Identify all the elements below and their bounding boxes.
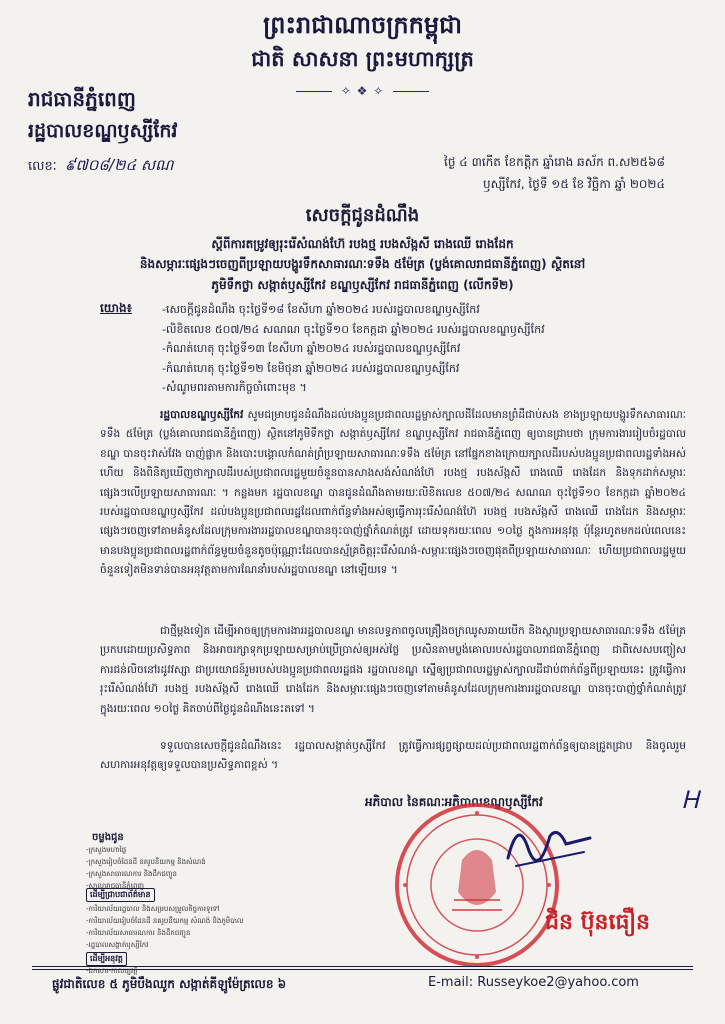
body-paragraph-3: ទទួលបានសេចក្តីជូនដំណឹងនេះ រដ្ឋបាលសង្កាត់ឫស្សីកែវ ត្រូវធ្វើការផ្សព្វផ្សាយដល់ប្រជាពលរដ្ឋពាក់ព័ន្ធឲ្យបានជ្រួតជ្រាប និងចូលរួមសហការអនុវត្តឲ្យទទួលបានប្រសិទ្ធភាពខ្ពស់ ។ — [100, 740, 686, 772]
reference-item: -លិខិតលេខ ៥០៧/២៤ សណណ ចុះថ្ងៃទី១០ ខែកក្កដា ឆ្នាំ២០២៤ របស់រដ្ឋបាលខណ្ឌឫស្សីកែវ — [162, 322, 545, 336]
cc-title: ចម្លងជូន — [92, 832, 124, 843]
body-paragraph-2: ជាថ្មីម្តងទៀត ដើម្បីអាចឲ្យក្រុមការងាររដ្ឋបាលខណ្ឌ មានលទ្ធភាពចូលគ្រឿងចក្រឈូសឆាយបើក និងស្តារប្រឡាយសាធារណៈទទឹង ៥ម៉ែត្រ ប្រកបដោយប្រសិទ្ធភាព និងអាចរក្សាទុកប្រឡាយសម្រាប់ប្រើប្រាស់ឲ្យអស់ថ្លៃ ប្រសិនតាមប្លង់គោលរបស់រដ្ឋបាលរាជធានីភ្នំពេញ ជាពិសេសបញ្ចៀសការជន់លិចនៅរដូវវស្សា ជាប្រយោជន៍រួមរបស់បងប្អូនប្រជាពលរដ្ឋផង រដ្ឋបាលខណ្ឌ ស្នើឲ្យប្រជាពលរដ្ឋម្ចាស់ក្បាលដីជាប់ពាក់ព័ន្ធពីប្រឡាយនេះ ត្រូវធ្វើការរុះរើសំណង់ហ៊ែ របងថ្ម របងស័ង្កសី រោងឈើ រោងដែក និងសម្ភារៈផ្សេងៗចេញទៅតាមគំនូសដែលក្រុមការងាររដ្ឋបាលខណ្ឌ បានចុះបាញ់ថ្នាំកំណត់ត្រូវ ក្នុងរយៈពេល ១០ថ្ងៃ គិតចាប់ពីថ្ងៃជូនដំណឹងនេះតទៅ ។ — [100, 625, 686, 715]
paragraph-lead: រដ្ឋបាលខណ្ឌឫស្សីកែវ — [160, 409, 244, 421]
reference-item: -កំណត់ហេតុ ចុះថ្ងៃទី១២ ខែមិថុនា ឆ្នាំ២០២៤ របស់រដ្ឋបាលខណ្ឌឫស្សីកែវ — [162, 361, 460, 375]
subject-line-1: ស្តីពីការតម្រូវឲ្យរុះរើសំណង់ហ៊ែ របងថ្ម របងស័ង្កសី រោងឈើ រោងដែក — [211, 237, 514, 251]
national-motto: ជាតិ សាសនា ព្រះមហាក្សត្រ — [251, 46, 474, 71]
document-title: សេចក្តីជូនដំណឹង — [305, 205, 420, 226]
reference-value: ៩៧០៨/២៤ សណ — [64, 156, 174, 174]
reference-item: -សំណូមពរតាមការកិច្ចចាំពោះមុខ ។ — [162, 381, 307, 394]
cc-item: -ឯកសារ-កាលប្បវត្តិ — [86, 967, 138, 975]
subject-line-2: និងសម្ភារៈផ្សេងៗចេញពីប្រឡាយបង្ហូរទឹកសាធារណៈទទឹង ៥ម៉ែត្រ (ប្លង់គោលរាជធានីភ្នំពេញ) ស្ថិតនៅ — [139, 257, 586, 271]
cc-item: -រដ្ឋបាលសង្កាត់ឫស្សីកែវ — [86, 941, 149, 949]
handwritten-initials: Ꮋ — [682, 786, 699, 814]
ornament-rule-right — [393, 91, 429, 92]
signatory-title: អភិបាល នៃគណៈអភិបាលខណ្ឌឫស្សីកែវ — [365, 795, 543, 809]
reference-number — [28, 156, 173, 178]
reference-item: -កំណត់ហេតុ ចុះថ្ងៃទី១៣ ខែសីហា ឆ្នាំ២០២៤ របស់រដ្ឋបាលខណ្ឌឫស្សីកែវ — [162, 342, 461, 355]
handwritten-signature — [498, 808, 598, 878]
footer-divider — [32, 969, 693, 970]
cc-item: -ការិយាល័យរដ្ឋបាល និងសម្របសម្រួលកិច្ចការទូទៅ — [86, 905, 220, 913]
cc-list-authorities — [86, 844, 316, 892]
cc-item: -ក្រសួងសាធារណការ និងដឹកជញ្ជូន — [86, 870, 177, 878]
ornament-rule-left — [296, 91, 332, 92]
kingdom-heading: ព្រះរាជាណាចក្រកម្ពុជា — [263, 10, 462, 39]
cc-subheading-info: ដើម្បីជ្រាបជាព័ត៌មាន — [86, 888, 155, 902]
paragraph-text: សូមជម្រាបជូនដំណឹងដល់បងប្អូនប្រជាពលរដ្ឋម្ចាស់ក្បាលដីដែលមានព្រំដីជាប់សង ខាងប្រឡាយបង្ហូរទឹកសាធារណៈទទឹង ៥ម៉ែត្រ (ប្លង់គោលរាជធានីភ្នំពេញ) ស្ថិតនៅភូមិទឹកថ្លា សង្កាត់ឫស្សីកែវ ខណ្ឌឫស្សីកែវ រាជធានីភ្នំពេញ ឲ្យបានជ្រាបថា ក្រុមការងាររៀបចំរដ្ឋបាលខណ្ឌ បានចុះវាស់វែង បាញ់ផ្លាក និងបោះបង្គោលកំណត់ព្រំប្រឡាយសាធារណៈទទឹង ៥ម៉ែត្រ នៅផ្នែកខាងក្រោយក្បាលដីរបស់បងប្អូនប្រជាពលរដ្ឋទាំងអស់ហើយ និងពិនិត្យឃើញថាក្បាលដីរបស់ប្រជាពលរដ្ឋមួយចំនួនបានសាងសង់សំណង់ហ៊ែ របងថ្ម របងស័ង្កសី រោងឈើ រោងដែក និងទុកដាក់សម្ភារៈផ្សេងៗលើប្រឡាយសាធារណៈ ។ កន្លងមក រដ្ឋបាលខណ្ឌ បានជូនដំណឹងតាមរយៈលិខិតលេខ ៥០៧/២៤ សណណ ចុះថ្ងៃទី១០ ខែកក្កដា ឆ្នាំ២០២៤ របស់រដ្ឋបាលខណ្ឌឫស្សីកែវ ដល់បងប្អូនប្រជាពលរដ្ឋដែលពាក់ព័ន្ធទាំងអស់ឲ្យធ្វើការរុះរើសំណង់ហ៊ែ របងថ្ម របងស័ង្កសី រោងឈើ រោងដែក និងសម្ភារៈផ្សេងៗចេញទៅតាមគំនូសដែលក្រុមការងាររដ្ឋបាលខណ្ឌបានចុះបាញ់ថ្នាំកំណត់ត្រូវ ដោយទុករយៈពេល ១០ថ្ងៃ ក្នុងការអនុវត្ត ប៉ុន្តែរហូតមកដល់ពេលនេះ មានបងប្អូនប្រជាពលរដ្ឋពាក់ព័ន្ធមួយចំនួនតូចប៉ុណ្ណោះដែលបានស្ម័គ្រចិត្តរុះរើសំណង់-សម្ភារៈផ្សេងៗចេញផុតពីប្រឡាយសាធារណៈ ហើយប្រជាពលរដ្ឋមួយចំនួនទៀតមិនទាន់បានអនុវត្តតាមការណែនាំរបស់រដ្ឋបាលខណ្ឌ នៅឡើយទេ ។ — [100, 409, 686, 577]
cc-list-offices — [86, 903, 316, 951]
lunar-date: ថ្ងៃ ៤ ៣កើត ខែកត្តិក ឆ្នាំរោង ឆស័ក ព.ស២៥៦៨ — [444, 155, 665, 169]
references-list — [162, 300, 682, 398]
references-label: យោង៖ — [100, 301, 132, 315]
cc-item: -ការិយាល័យសាធារណការ និងដឹកជញ្ជូន — [86, 929, 191, 937]
authority-capital: រាជធានីភ្នំពេញ — [28, 87, 136, 111]
authority-district: រដ្ឋបាលខណ្ឌឫស្សីកែវ — [28, 120, 178, 142]
reference-label: លេខៈ — [28, 159, 57, 174]
ornament-icon: ✧ ❖ ✧ — [340, 84, 385, 98]
body-paragraph-1 — [100, 406, 686, 581]
footer-address: ផ្លូវជាតិលេខ ៥ ភូមិបឹងឈូក សង្កាត់គីឡូម៉ែត្រលេខ ៦ — [52, 977, 287, 991]
footer-divider — [32, 966, 693, 967]
cc-item: -ការិយាល័យរៀបចំដែនដី នគរូបនីយកម្ម សំណង់ និងភូមិបាល — [86, 917, 244, 925]
cc-item: -ក្រសួងរៀបចំដែនដី នគរូបនីយកម្ម និងសំណង់ — [86, 858, 206, 866]
signatory-name: ជិន ប៊ុនធឿន — [545, 909, 650, 935]
cc-item: -សាលារាជធានីភ្នំពេញ — [86, 882, 145, 890]
reference-item: -សេចក្តីជូនដំណឹង ចុះថ្ងៃទី១៨ ខែសីហា ឆ្នាំ២០២៤ របស់រដ្ឋបាលខណ្ឌឫស្សីកែវ — [162, 303, 480, 316]
cc-subheading-implement: ដើម្បីអនុវត្ត — [86, 952, 127, 966]
cc-item: -ក្រសួងមហាផ្ទៃ — [86, 846, 127, 854]
footer-email[interactable]: E-mail: Russeykoe2@yahoo.com — [428, 975, 639, 990]
subject-line-3: ភូមិទឹកថ្លា សង្កាត់ឫស្សីកែវ ខណ្ឌឫស្សីកែវ រាជធានីភ្នំពេញ (លើកទី២) — [211, 278, 514, 292]
solar-date: ឫស្សីកែវ, ថ្ងៃទី ១៥ ខែ វិច្ឆិកា ឆ្នាំ ២០២៤ — [482, 177, 665, 191]
